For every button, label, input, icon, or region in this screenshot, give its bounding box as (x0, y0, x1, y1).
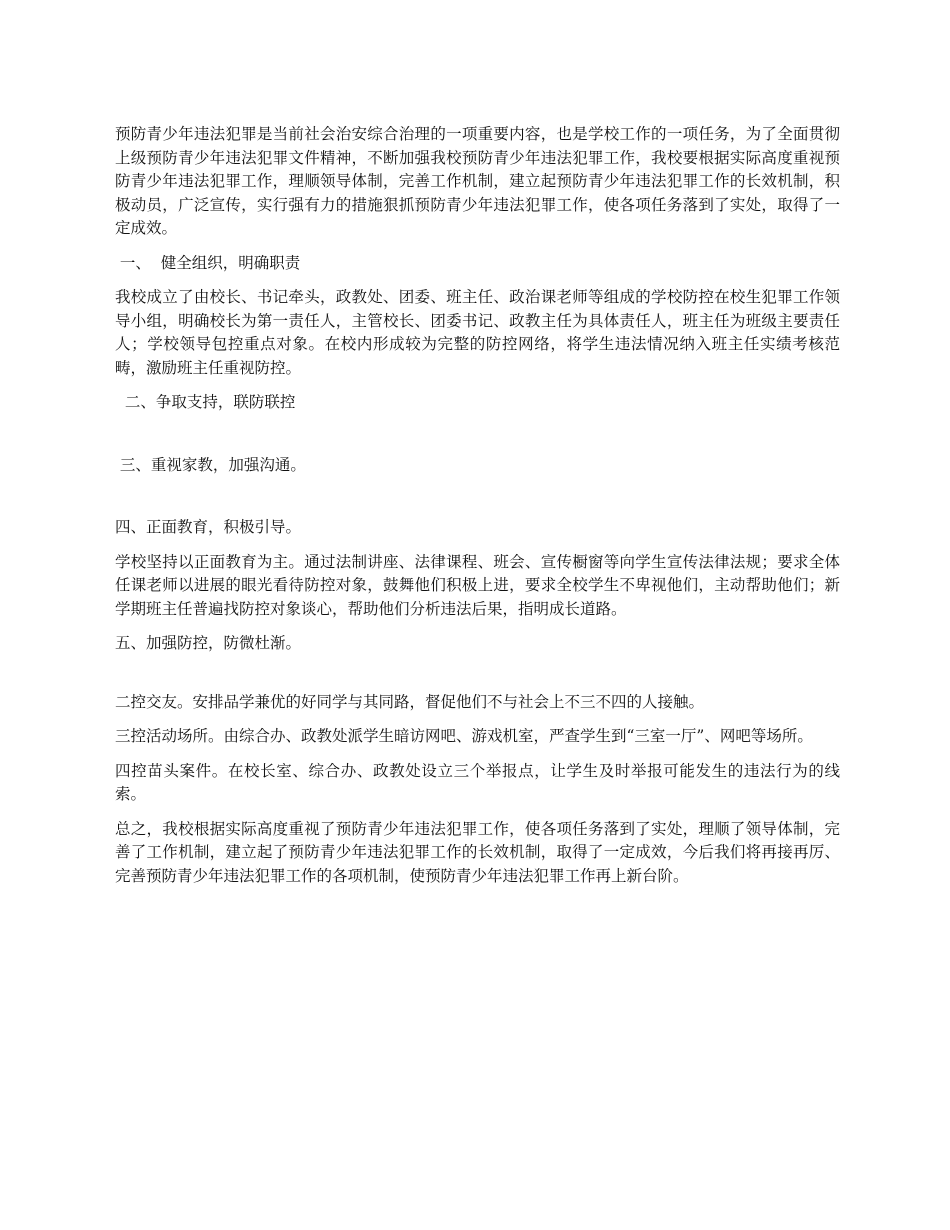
item-4-paragraph: 四控苗头案件。在校长室、综合办、政教处设立三个举报点，让学生及时举报可能发生的违法行为的线索。 (115, 761, 840, 803)
section-4-paragraph: 学校坚持以正面教育为主。通过法制讲座、法律课程、班会、宣传橱窗等向学生宣传法律法规；要求全体任课老师以进展的眼光看待防控对象，鼓舞他们积极上进，要求全校学生不卑视他们，主动帮助他们；新学期班主任普遍找防控对象谈心，帮助他们分析违法后果，指明成长道路。 (115, 552, 840, 618)
item-3-paragraph: 三控活动场所。由综合办、政教处派学生暗访网吧、游戏机室，严查学生到“三室一厅”、网吧等场所。 (115, 727, 813, 745)
intro-paragraph: 预防青少年违法犯罪是当前社会治安综合治理的一项重要内容，也是学校工作的一项任务，为了全面贯彻上级预防青少年违法犯罪文件精神，不断加强我校预防青少年违法犯罪工作，我校要根据实际高度重视预防青少年违法犯罪工作，理顺领导体制，完善工作机制，建立起预防青少年违法犯罪工作的长效机制，积极动员，广泛宣传，实行强有力的措施狠抓预防青少年违法犯罪工作，使各项任务落到了实处，取得了一定成效。 (115, 125, 840, 237)
item-2-paragraph: 二控交友。安排品学兼优的好同学与其同路，督促他们不与社会上不三不四的人接触。 (115, 692, 705, 711)
document-body (115, 123, 840, 899)
section-4-heading: 四、正面教育，积极引导。 (115, 518, 302, 536)
conclusion-paragraph: 总之，我校根据实际高度重视了预防青少年违法犯罪工作，使各项任务落到了实处，理顺了领导体制，完善了工作机制，建立起了预防青少年违法犯罪工作的长效机制，取得了一定成效，今后我们将再接再厉、完善预防青少年违法犯罪工作的各项机制，使预防青少年违法犯罪工作再上新台阶。 (115, 819, 840, 885)
section-1-paragraph: 我校成立了由校长、书记牵头，政教处、团委、班主任、政治课老师等组成的学校防控在校生犯罪工作领导小组，明确校长为第一责任人，主管校长、团委书记、政教主任为具体责任人，班主任为班级主要责任人；学校领导包控重点对象。在校内形成较为完整的防控网络，将学生违法情况纳入班主任实绩考核范畴，激励班主任重视防控。 (115, 288, 840, 377)
section-1-heading: 一、 健全组织，明确职责 (115, 253, 301, 272)
section-2-heading: 二、争取支持，联防联控 (115, 393, 296, 411)
section-5-heading: 五、加强防控，防微杜渐。 (115, 634, 302, 652)
section-3-heading: 三、重视家教，加强沟通。 (115, 455, 306, 474)
